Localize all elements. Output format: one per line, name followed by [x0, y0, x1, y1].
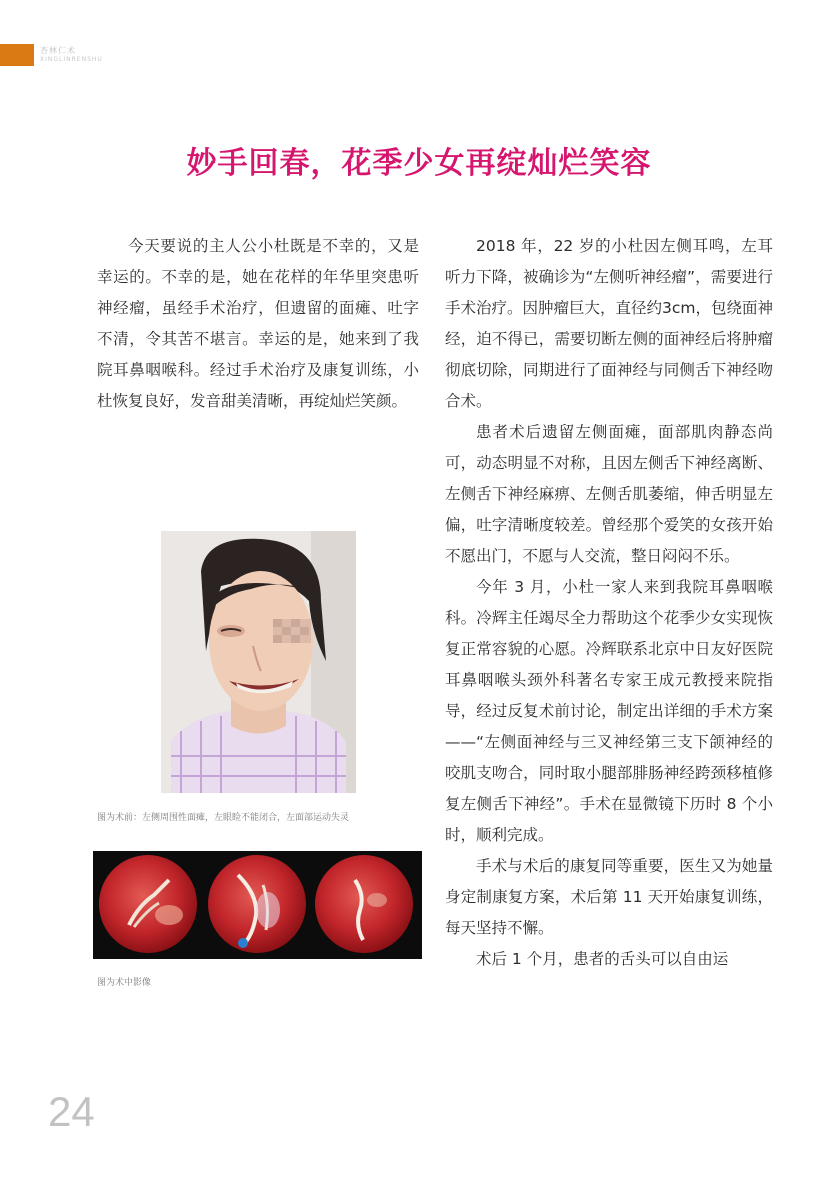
surgical-view-2 [208, 855, 306, 953]
patient-photo-illustration [161, 531, 356, 793]
body-paragraph-2: 患者术后遗留左侧面瘫，面部肌肉静态尚可，动态明显不对称，且因左侧舌下神经离断、左侧舌下神经麻痹、左侧舌肌萎缩，伸舌明显左偏，吐字清晰度较差。曾经那个爱笑的女孩开始不愿出门，不愿与人交流，整日闷闷不乐。 [445, 423, 773, 565]
body-paragraph-4: 手术与术后的康复同等重要，医生又为她量身定制康复方案，术后第 11 天开始康复训练，每天坚持不懈。 [445, 857, 773, 937]
section-accent-bar [0, 44, 34, 66]
pre-op-photo-caption: 图为术前：左侧周围性面瘫，左眼睑不能闭合，左面部运动失灵 [97, 813, 350, 823]
left-column [97, 231, 419, 417]
section-name: 杏林仁术 [40, 46, 76, 55]
article-title: 妙手回春，花季少女再绽灿烂笑容 [186, 146, 652, 181]
section-name-pinyin: XINGLINRENSHU [40, 56, 103, 63]
intro-paragraph: 今天要说的主人公小杜既是不幸的，又是幸运的。不幸的是，她在花样的年华里突患听神经瘤，虽经手术治疗，但遗留的面瘫、吐字不清，令其苦不堪言。幸运的是，她来到了我院耳鼻咽喉科。经过手术治疗及康复训练，小杜恢复良好，发音甜美清晰，再绽灿烂笑颜。 [97, 237, 419, 410]
body-paragraph-1: 2018 年，22 岁的小杜因左侧耳鸣，左耳听力下降，被确诊为“左侧听神经瘤”，需要进行手术治疗。因肿瘤巨大，直径约3cm，包绕面神经，迫不得已，需要切断左侧的面神经后将肿瘤彻底切除，同期进行了面神经与同侧舌下神经吻合术。 [445, 237, 773, 410]
body-paragraph-3: 今年 3 月，小杜一家人来到我院耳鼻咽喉科。冷辉主任竭尽全力帮助这个花季少女实现恢复正常容貌的心愿。冷辉联系北京中日友好医院耳鼻咽喉头颈外科著名专家王成元教授来院指导，经过反复术前讨论，制定出详细的手术方案——“左侧面神经与三叉神经第三支下颌神经的咬肌支吻合，同时取小腿部腓肠神经跨颈移植修复左侧舌下神经”。手术在显微镜下历时 8 个小时，顺利完成。 [445, 578, 773, 844]
pre-op-patient-photo [161, 531, 356, 793]
surgical-view-3 [315, 855, 413, 953]
intra-op-caption: 图为术中影像 [97, 978, 152, 988]
body-paragraph-5: 术后 1 个月，患者的舌头可以自由运 [476, 950, 729, 968]
intra-op-image-strip [93, 851, 422, 959]
right-column [445, 231, 773, 975]
surgical-view-1 [99, 855, 197, 953]
page-number: 24 [48, 1088, 95, 1135]
